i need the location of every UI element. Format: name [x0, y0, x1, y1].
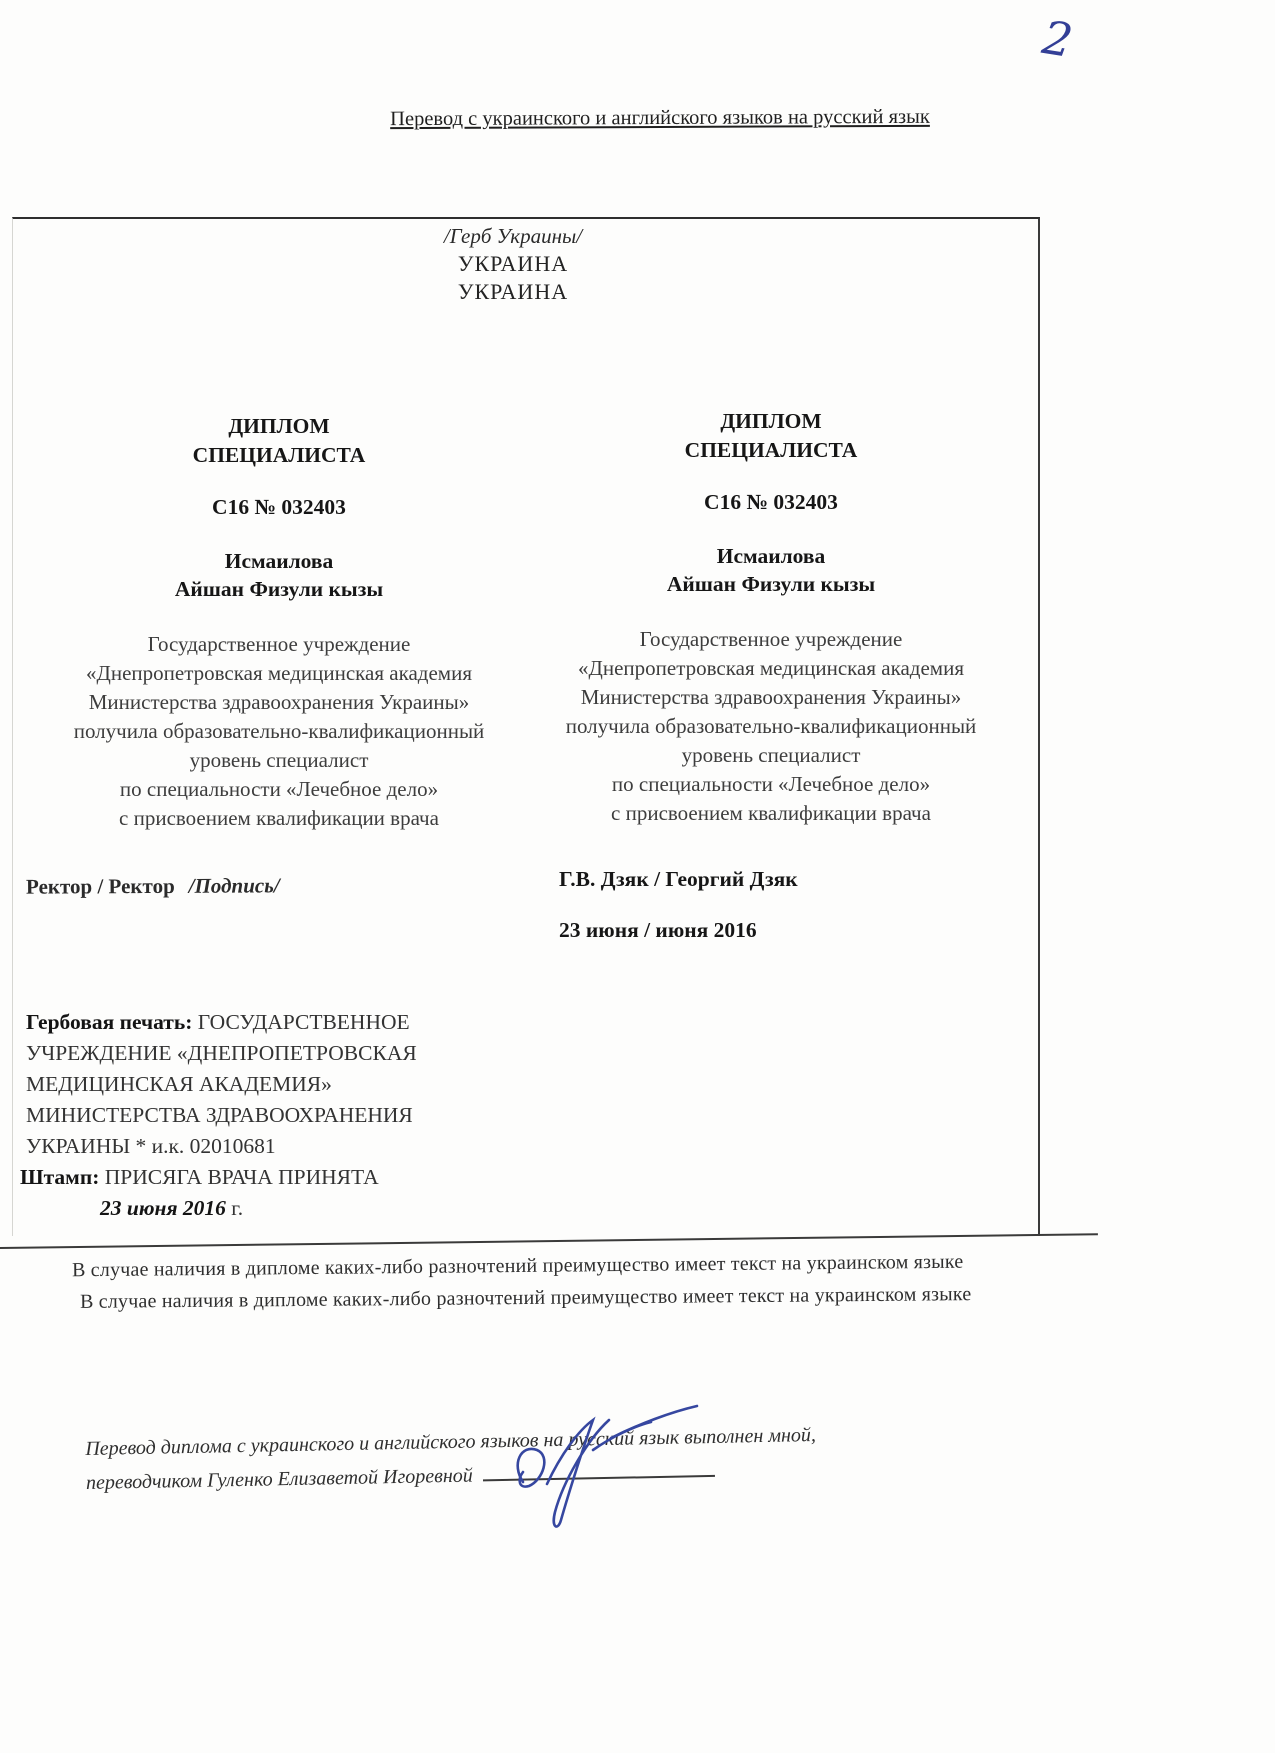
rector-label: Ректор / Ректор	[25, 873, 175, 899]
diploma-column-right	[541, 407, 1001, 828]
certificate-heading	[213, 222, 813, 306]
certificate-frame	[12, 217, 1040, 1236]
graduate-name: Исмаилова Айшан Физули кызы	[666, 544, 876, 596]
handwritten-page-number: 2	[1038, 10, 1077, 68]
translator-signature-line	[483, 1474, 715, 1481]
language-precedence-note-1: В случае наличия в дипломе каких-либо разночтений преимущество имеет текст на украинском языке	[71, 1250, 964, 1282]
diploma-serial: С16 № 032403	[704, 490, 838, 514]
seal-label: Гербовая печать:	[26, 1010, 193, 1034]
emblem-note: /Герб Украины/	[443, 224, 583, 248]
diploma-title: ДИПЛОМ СПЕЦИАЛИСТА	[684, 409, 858, 462]
official-seal-description: Гербовая печать: ГОСУДАРСТВЕННОЕ УЧРЕЖДЕНИЕ «ДНЕПРОПЕТРОВСКАЯ МЕДИЦИНСКАЯ АКАДЕМИЯ» МИНИСТЕРСТВА ЗДРАВООХРАНЕНИЯ УКРАИНЫ * и.к. 02010681	[26, 1010, 417, 1158]
country-line-2: УКРАИНА	[457, 279, 569, 304]
translator-attestation	[85, 1418, 817, 1500]
signature-placeholder-note: /Подпись/	[188, 873, 280, 898]
translator-attestation-line-1: Перевод диплома с украинского и английского языков на русский язык выполнен мной,	[85, 1423, 817, 1460]
translation-header: Перевод с украинского и английского языков на русский язык	[390, 105, 930, 131]
diploma-body-text: Государственное учреждение «Днепропетровская медицинская академия Министерства здравоохранения Украины» получила образовательно-квалификационный уровень специалист по специальности «Лечебное дело» с присвоением квалификации врача	[565, 627, 977, 825]
rector-signature-line	[26, 873, 280, 899]
diploma-title: ДИПЛОМ СПЕЦИАЛИСТА	[192, 414, 366, 467]
translator-attestation-line-2: переводчиком Гуленко Елизаветой Игоревной	[85, 1464, 473, 1494]
diploma-body-text: Государственное учреждение «Днепропетровская медицинская академия Министерства здравоохранения Украины» получила образовательно-квалификационный уровень специалист по специальности «Лечебное дело» с присвоением квалификации врача	[73, 632, 485, 830]
country-line-1: УКРАИНА	[457, 251, 569, 276]
stamp-label: Штамп:	[20, 1165, 100, 1189]
graduate-name: Исмаилова Айшан Физули кызы	[174, 549, 384, 601]
issue-date: 23 июня / июня 2016	[559, 918, 757, 942]
signatory-name: Г.В. Дзяк / Георгий Дзяк	[559, 867, 798, 891]
stamp-description: Штамп: ПРИСЯГА ВРАЧА ПРИНЯТА 23 июня 2016 г.	[20, 1165, 379, 1220]
language-precedence-note-2: В случае наличия в дипломе каких-либо разночтений преимущество имеет текст на украинском языке	[79, 1283, 972, 1313]
diploma-column-left	[49, 412, 509, 833]
stamp-date: 23 июня 2016	[100, 1196, 226, 1220]
diploma-serial: С16 № 032403	[212, 495, 346, 519]
